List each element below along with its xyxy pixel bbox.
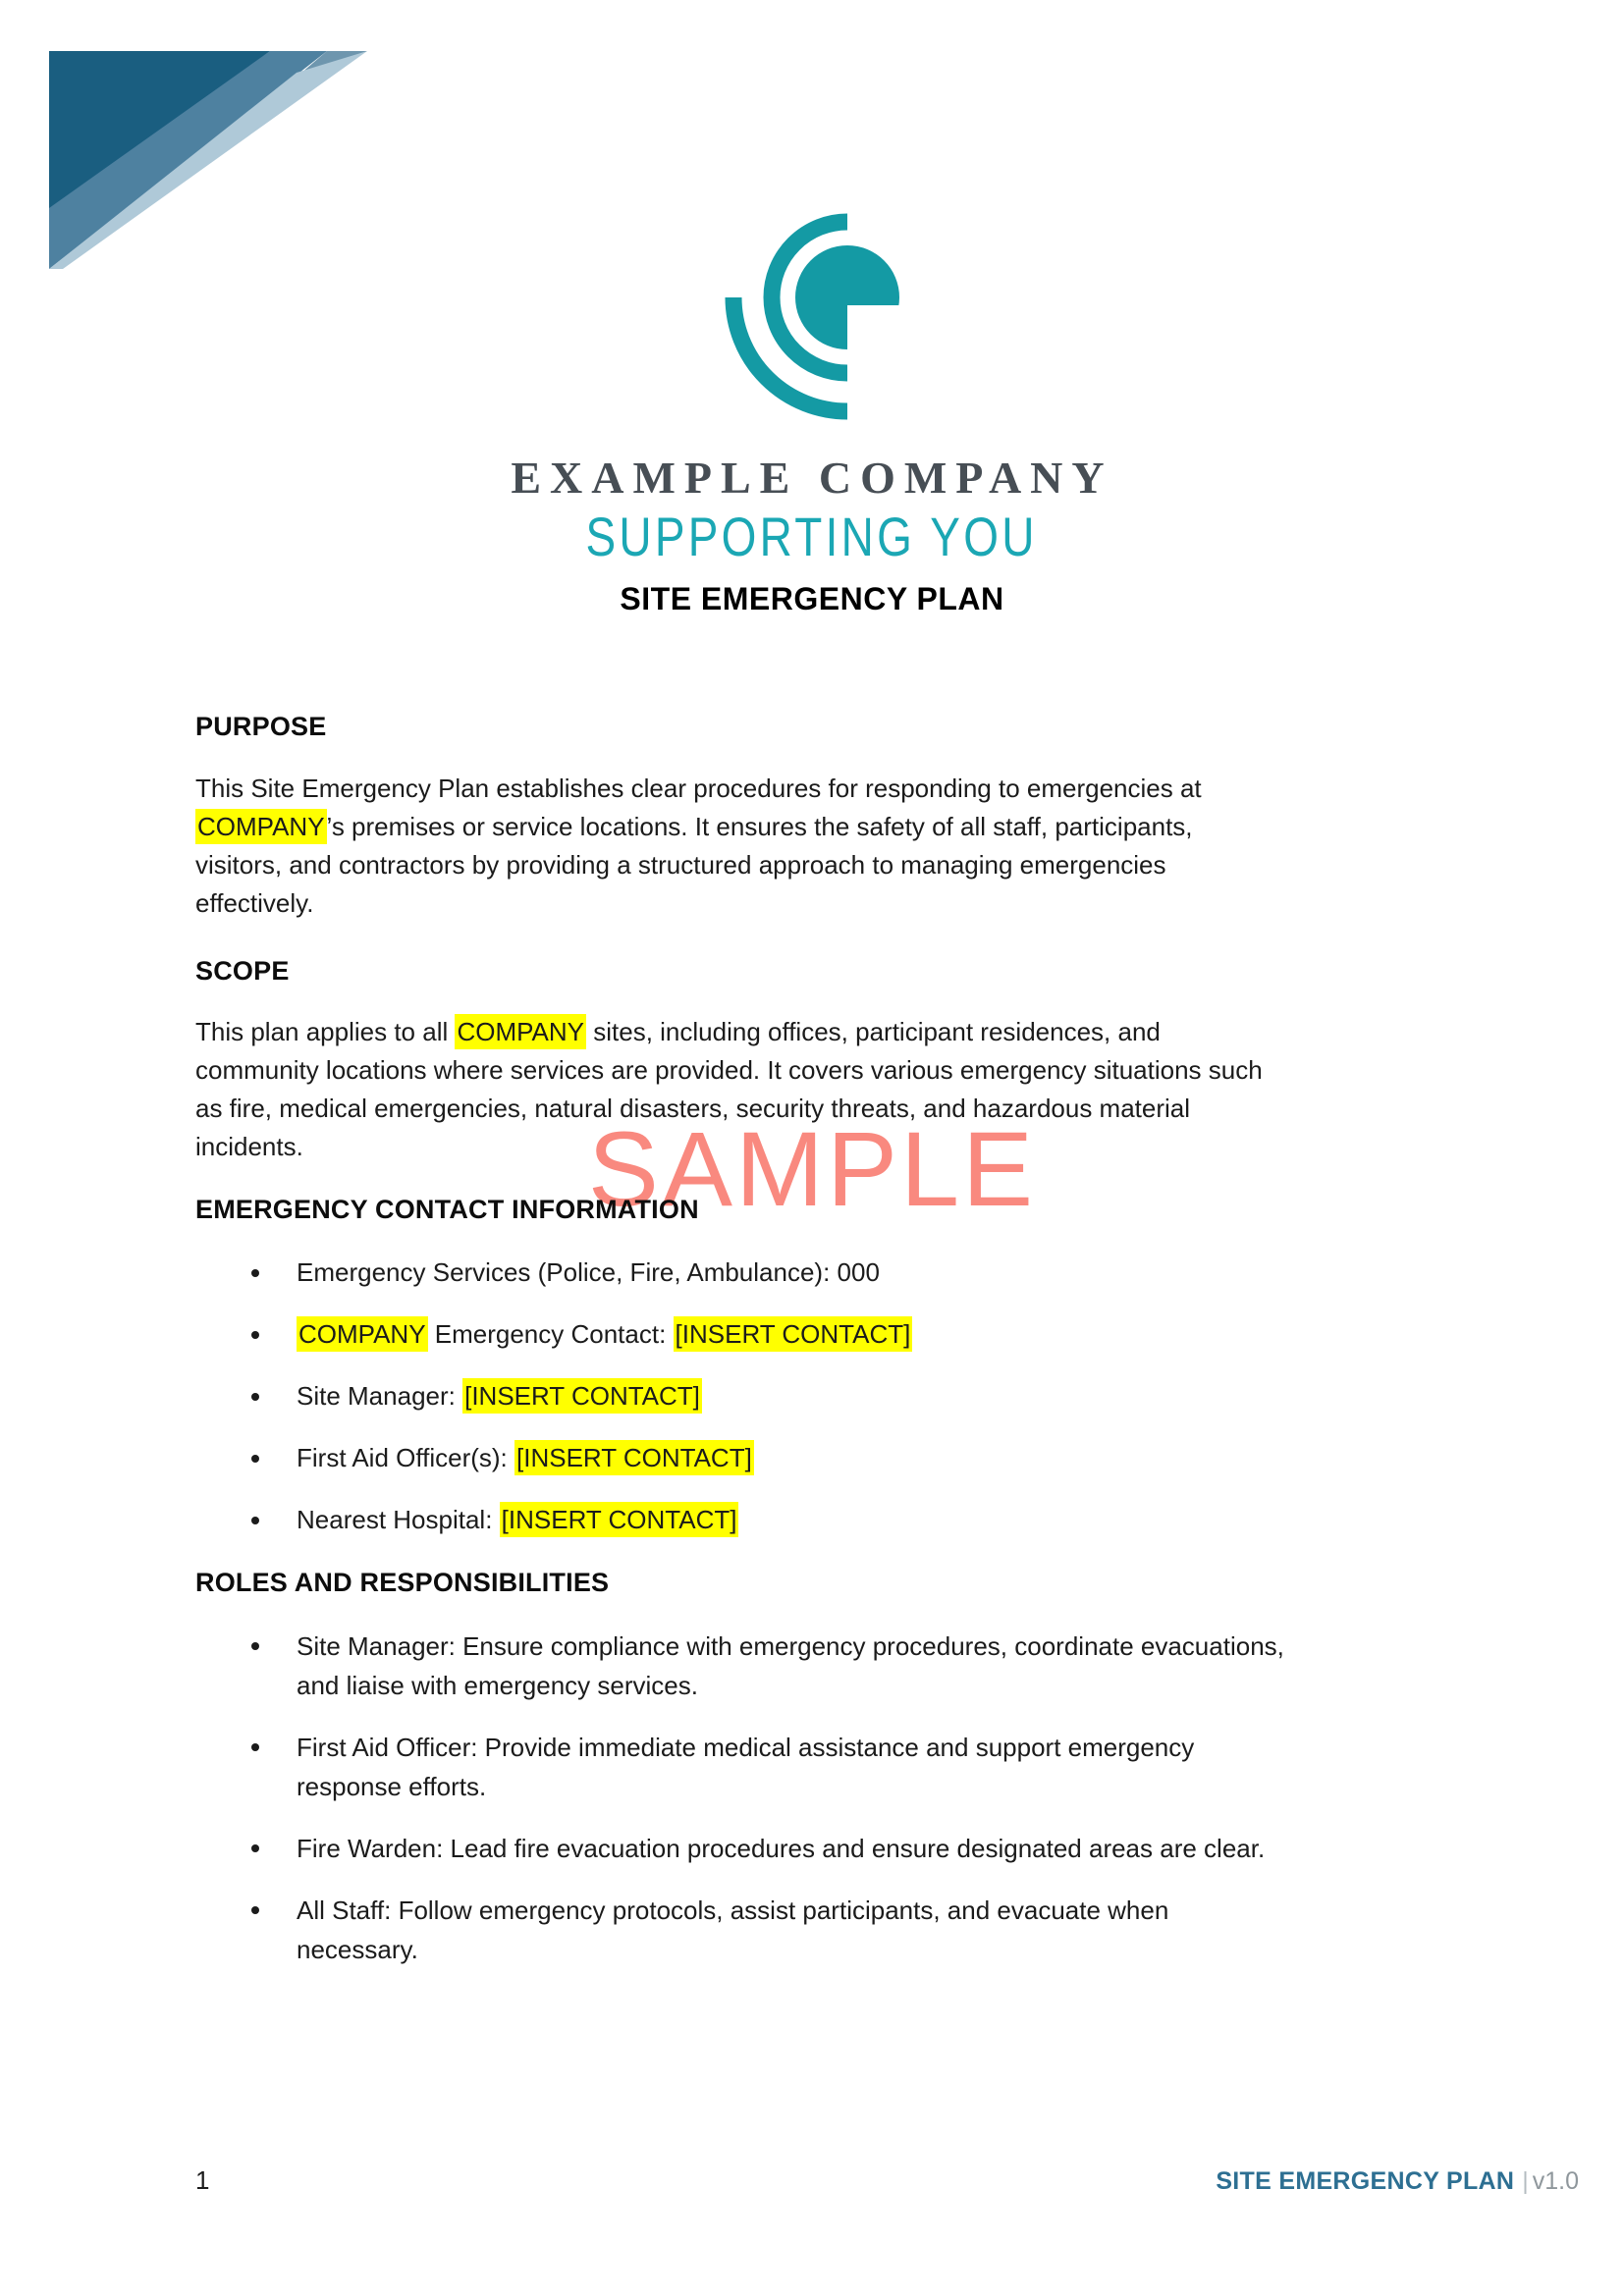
list-item — [297, 1501, 1573, 1539]
sample-watermark: SAMPLE — [587, 1109, 1037, 1228]
emergency-contacts-list — [297, 1254, 1573, 1563]
list-item — [297, 1377, 1573, 1415]
list-item-text: Emergency Services (Police, Fire, Ambulance): 000 — [297, 1257, 880, 1287]
bullet-dot-icon — [251, 1517, 259, 1524]
brand-tagline-text: SUPPORTING YOU — [585, 506, 1039, 567]
list-item-text: All Staff: Follow emergency protocols, assist participants, and evacuate when necessary. — [297, 1896, 1169, 1964]
list-item — [297, 1728, 1573, 1806]
list-item-text: Nearest Hospital: [INSERT CONTACT] — [297, 1501, 1573, 1539]
list-item-text: COMPANY Emergency Contact: [INSERT CONTACT] — [297, 1315, 1573, 1354]
bullet-dot-icon — [251, 1269, 259, 1277]
list-item — [297, 1439, 1573, 1477]
page-number: 1 — [195, 2165, 210, 2195]
section-heading-scope: SCOPE — [195, 956, 290, 986]
brand-name: EXAMPLE COMPANY — [511, 453, 1113, 503]
corner-decoration — [49, 51, 368, 269]
list-item — [297, 1891, 1573, 1969]
roles-list — [297, 1627, 1573, 1992]
section-heading-emergency-contacts: EMERGENCY CONTACT INFORMATION — [195, 1195, 699, 1224]
footer-doc-name: SITE EMERGENCY PLAN — [1216, 2167, 1515, 2195]
section-heading-purpose: PURPOSE — [195, 712, 327, 741]
footer-separator: | — [1522, 2167, 1529, 2195]
bullet-dot-icon — [251, 1455, 259, 1463]
footer-version: v1.0 — [1532, 2167, 1579, 2195]
scope-paragraph: This plan applies to all COMPANY sites, including offices, participant residences, and community locations where services are provided. It covers various emergency situations such as fire, medical emergencies, natural disasters, security threats, and hazardous material incidents. — [195, 1013, 1472, 1166]
document-title: SITE EMERGENCY PLAN — [620, 581, 1004, 616]
list-item — [297, 1254, 1573, 1292]
list-item — [297, 1315, 1573, 1354]
brand-tagline — [0, 505, 1624, 568]
bullet-dot-icon — [251, 1743, 259, 1751]
bullet-dot-icon — [251, 1906, 259, 1914]
bullet-dot-icon — [251, 1844, 259, 1852]
bullet-dot-icon — [251, 1331, 259, 1339]
company-logo-icon — [724, 209, 910, 420]
bullet-dot-icon — [251, 1642, 259, 1650]
list-item-text: Site Manager: Ensure compliance with emergency procedures, coordinate evacuations, and liaise with emergency services. — [297, 1631, 1284, 1700]
list-item — [297, 1627, 1573, 1705]
bullet-dot-icon — [251, 1393, 259, 1401]
list-item-text: Site Manager: [INSERT CONTACT] — [297, 1377, 1573, 1415]
list-item-text: First Aid Officer(s): [INSERT CONTACT] — [297, 1439, 1573, 1477]
list-item — [297, 1829, 1573, 1868]
list-item-text: First Aid Officer: Provide immediate medical assistance and support emergency response efforts. — [297, 1733, 1195, 1801]
section-heading-roles: ROLES AND RESPONSIBILITIES — [195, 1568, 610, 1597]
footer — [1216, 2167, 1579, 2196]
list-item-text: Fire Warden: Lead fire evacuation procedures and ensure designated areas are clear. — [297, 1834, 1266, 1863]
purpose-paragraph: This Site Emergency Plan establishes clear procedures for responding to emergencies at COMPANY’s premises or service locations. It ensures the safety of all staff, participants, visitors, and contractors by providing a structured approach to managing emergencies effectively. — [195, 774, 1202, 918]
